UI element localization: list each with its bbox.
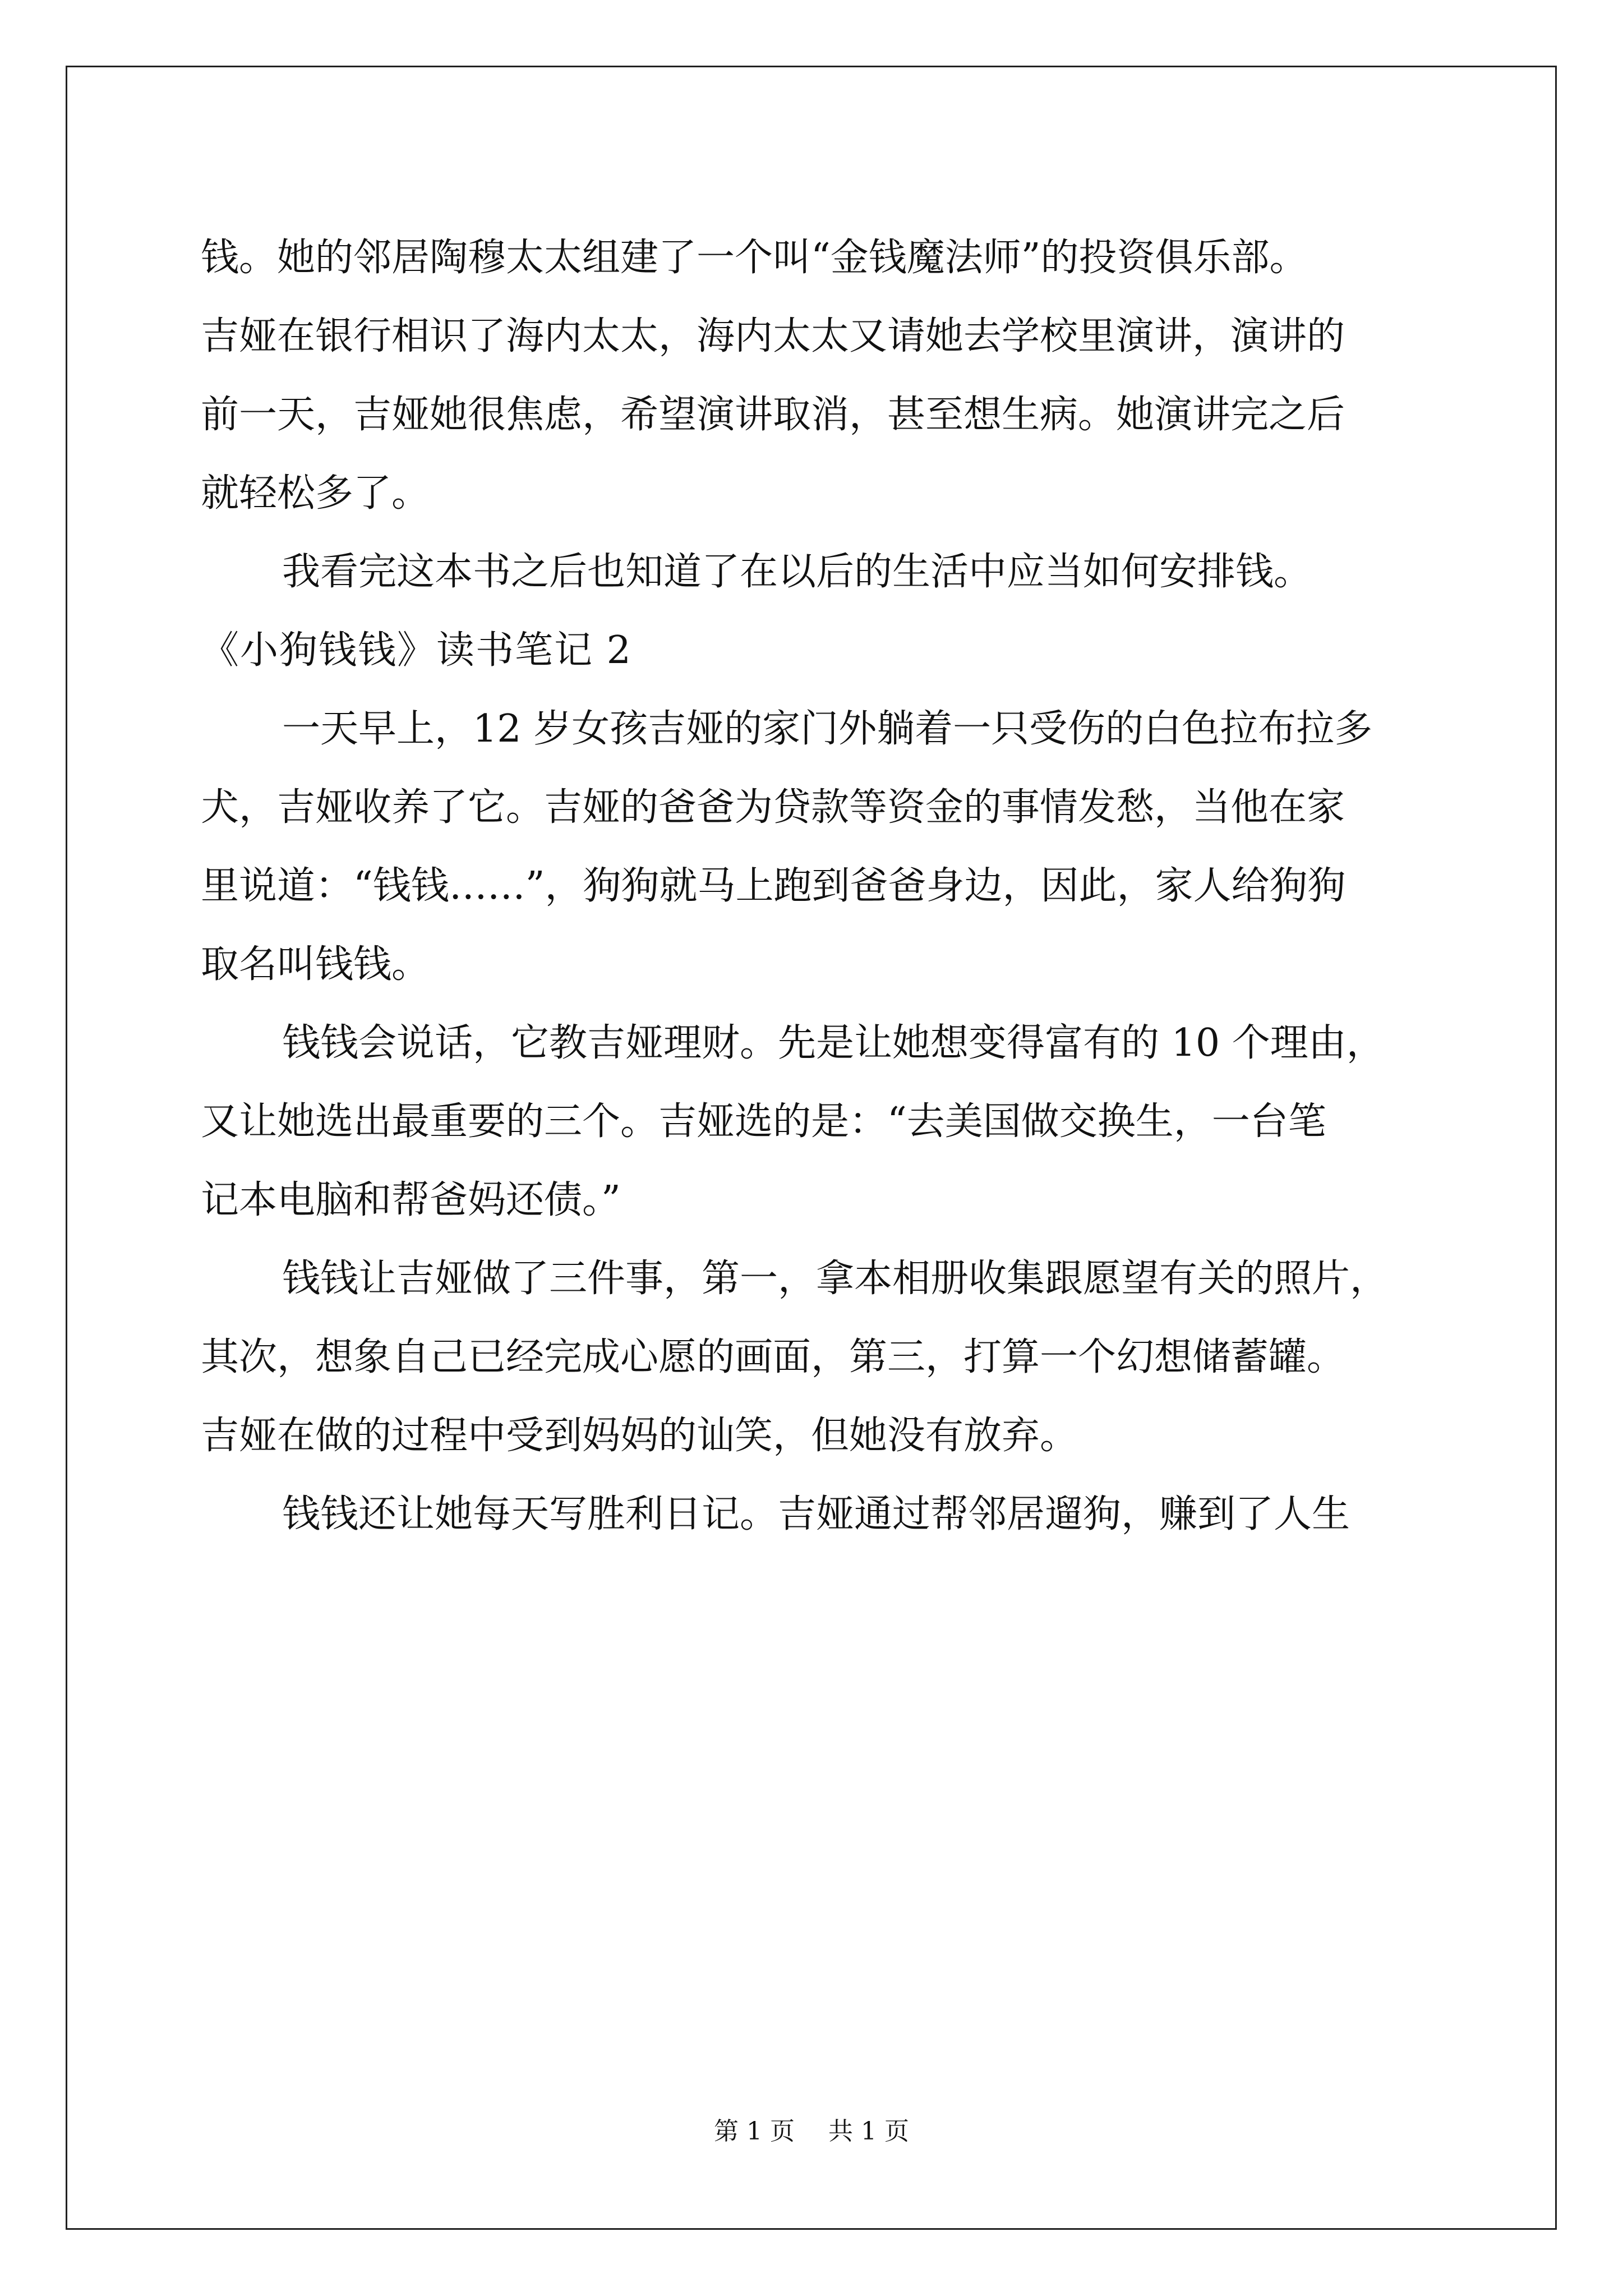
body-line-9: 里说道：“钱钱……”，狗狗就马上跑到爸爸身边，因此，家人给狗狗 [201, 864, 1346, 908]
body-line-11: 钱钱会说话，它教吉娅理财。先是让她想变得富有的 10 个理由， [282, 1021, 1385, 1065]
body-line-15: 其次，想象自己已经完成心愿的画面，第三，打算一个幻想储蓄罐。 [201, 1335, 1345, 1379]
total-pages: 共 1 页 [828, 2117, 909, 2146]
body-line-3: 前一天，吉娅她很焦虑，希望演讲取消，甚至想生病。她演讲完之后 [201, 393, 1345, 437]
body-line-1: 钱。她的邻居陶穆太太组建了一个叫“金钱魔法师”的投资俱乐部。 [201, 236, 1308, 280]
body-line-17: 钱钱还让她每天写胜利日记。吉娅通过帮邻居遛狗，赚到了人生 [282, 1492, 1350, 1536]
document-body [201, 219, 1435, 1554]
body-line-5: 我看完这本书之后也知道了在以后的生活中应当如何安排钱。 [282, 550, 1312, 594]
body-line-7: 一天早上，12 岁女孩吉娅的家门外躺着一只受伤的白色拉布拉多 [282, 707, 1373, 751]
section-title: 《小狗钱钱》读书笔记 2 [201, 628, 632, 673]
page-footer [0, 2115, 1623, 2148]
body-line-13: 记本电脑和帮爸妈还债。” [201, 1178, 621, 1222]
body-line-14: 钱钱让吉娅做了三件事，第一，拿本相册收集跟愿望有关的照片， [282, 1257, 1389, 1301]
body-line-4: 就轻松多了。 [201, 471, 430, 516]
body-line-12: 又让她选出最重要的三个。吉娅选的是：“去美国做交换生，一台笔 [201, 1099, 1326, 1144]
body-line-10: 取名叫钱钱。 [201, 942, 430, 987]
page-number: 第 1 页 [714, 2117, 795, 2146]
body-line-2: 吉娅在银行相识了海内太太，海内太太又请她去学校里演讲，演讲的 [201, 314, 1345, 358]
body-line-8: 犬，吉娅收养了它。吉娅的爸爸为贷款等资金的事情发愁，当他在家 [201, 785, 1345, 830]
body-line-16: 吉娅在做的过程中受到妈妈的讪笑，但她没有放弃。 [201, 1414, 1078, 1458]
